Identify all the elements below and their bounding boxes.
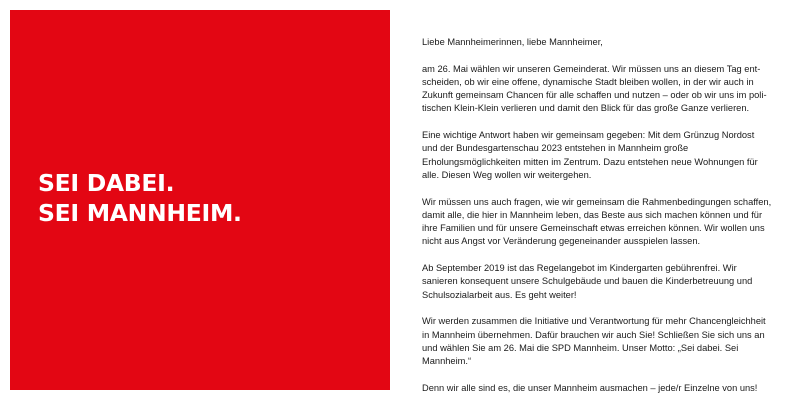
slogan-line-2: SEI MANNHEIM.: [38, 199, 242, 227]
red-slogan-panel: [10, 10, 390, 390]
letter-salutation: Liebe Mannheimerinnen, liebe Mannheimer,: [422, 37, 603, 47]
letter-paragraph-1: am 26. Mai wählen wir unseren Gemeinderat. Wir müssen uns an diesem Tag entscheiden, ob wir eine offene, dynamische Stadt bleiben wollen, in der wir auch in Zukunft gemeinsam Chancen für alle schaffen und nutzen – oder ob wir uns im politischen Klein-Klein verlieren und damit den Blick für das große Ganze verlieren.: [422, 63, 767, 114]
letter-paragraph-3: Wir müssen uns auch fragen, wie wir gemeinsam die Rahmenbedingungen schaffen, damit alle, die hier in Mannheim leben, das Beste aus sich machen können und für ihre Familien und für unsere Gemeinschaft etwas erreichen können. Wir wollen uns nicht aus Angst vor Veränderung gegeneinander ausspielen lassen.: [422, 196, 772, 247]
letter-paragraph-4: Ab September 2019 ist das Regelangebot im Kindergarten gebührenfrei. Wir sanieren konsequent unsere Schulgebäude und bauen die Kinderbetreuung und Schulsozialarbeit aus. Es geht weiter!: [422, 263, 753, 300]
letter-paragraph-2: Eine wichtige Antwort haben wir gemeinsam gegeben: Mit dem Grünzug Nordost und der Bundesgartenschau 2023 entstehen in Mannheim große Erholungsmöglichkeiten mitten im Zentrum. Dazu entstehen neue Wohnungen für alle. Diesen Weg wollen wir weitergehen.: [422, 130, 758, 180]
slogan-line-1: SEI DABEI.: [38, 169, 175, 197]
slogan-heading: [38, 168, 242, 228]
letter-paragraph-5: Wir werden zusammen die Initiative und Verantwortung für mehr Chancengleichheit in Mannheim übernehmen. Dafür brauchen wir auch Sie! Schließen Sie sich uns an und wählen Sie am 26. Mai die SPD Mannheim. Unser Motto: „Sei dabei. Sei Mannheim.“: [422, 316, 766, 367]
letter-paragraph-6: Denn wir alle sind es, die unser Mannheim ausmachen – jede/r Einzelne von uns!: [422, 382, 758, 393]
letter-text: [422, 36, 772, 408]
